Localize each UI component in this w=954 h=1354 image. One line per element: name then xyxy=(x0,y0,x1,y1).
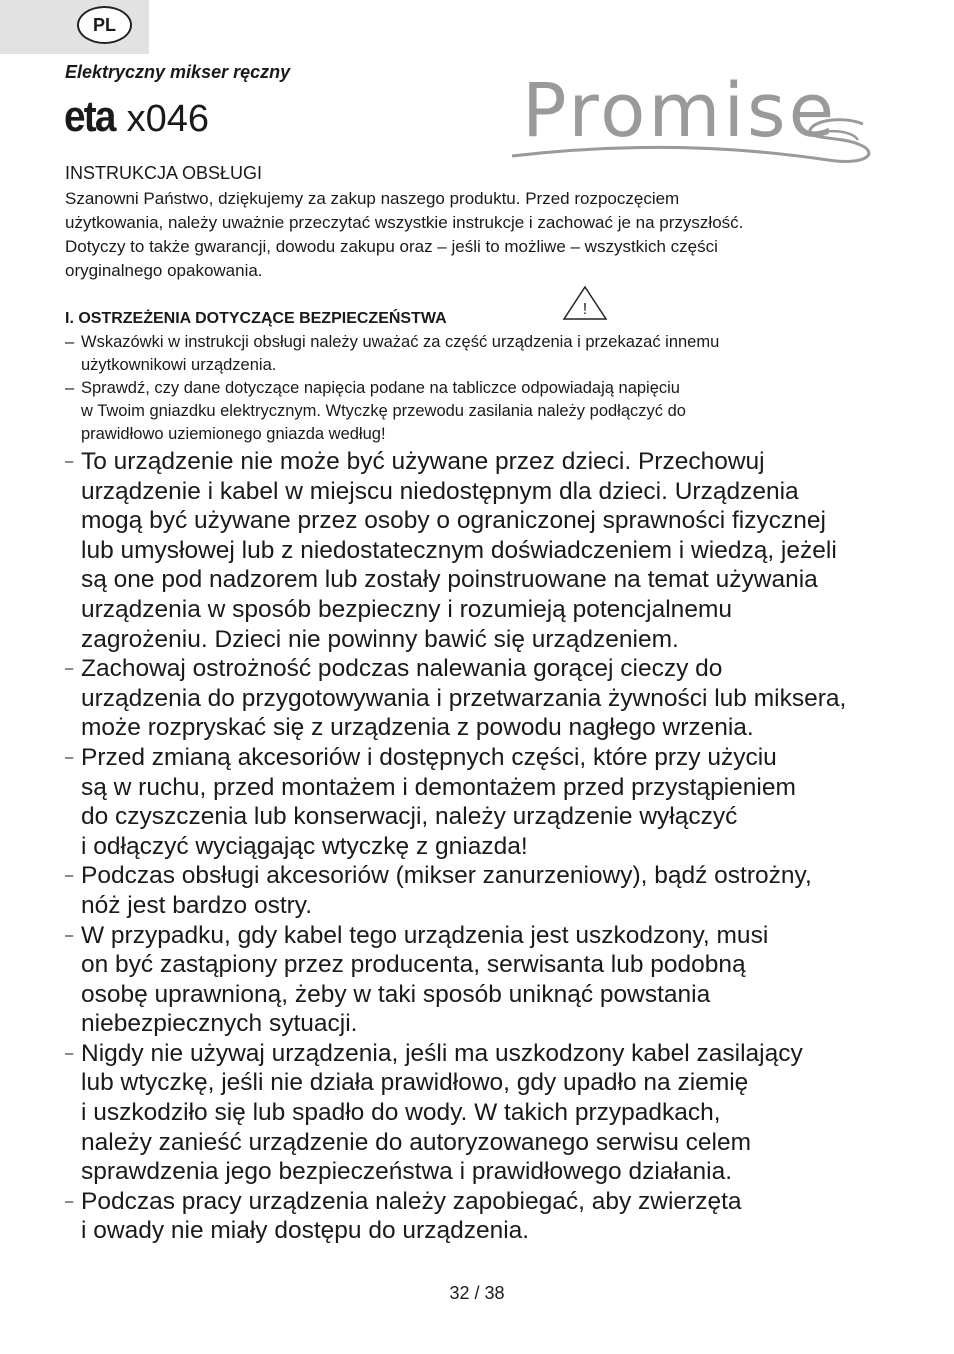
list-item xyxy=(65,921,846,1039)
intro-paragraph xyxy=(65,187,925,283)
bullet-dash: – xyxy=(65,1192,74,1210)
list-item-line: i odłączyć wyciągając wtyczkę z gniazda! xyxy=(81,832,528,860)
model-heading xyxy=(64,92,209,142)
list-item-line: Podczas obsługi akcesoriów (mikser zanurzeniowy), bądź ostrożny, xyxy=(81,862,812,890)
list-item xyxy=(65,377,719,446)
intro-line: Szanowni Państwo, dziękujemy za zakup naszego produktu. Przed rozpoczęciem xyxy=(65,189,680,208)
list-item-line: są one pod nadzorem lub zostały poinstruowane na temat używania xyxy=(81,566,818,594)
list-item xyxy=(65,1187,846,1246)
logo-wordmark: Promise xyxy=(522,68,838,154)
list-item-line: To urządzenie nie może być używane przez dzieci. Przechowuj xyxy=(81,448,765,475)
list-item xyxy=(65,861,846,920)
list-item-line: w Twoim gniazdku elektrycznym. Wtyczkę przewodu zasilania należy podłączyć do xyxy=(81,402,686,420)
list-item-line: może rozpryskać się z urządzenia z powodu nagłego wrzenia. xyxy=(81,714,754,742)
list-item-line: sprawdzenia jego bezpieczeństwa i prawidłowego działania. xyxy=(81,1158,732,1186)
svg-text:!: ! xyxy=(582,301,588,318)
list-item xyxy=(65,654,846,743)
intro-line: oryginalnego opakowania. xyxy=(65,261,263,280)
list-item-line: zagrożeniu. Dzieci nie powinny bawić się urządzeniem. xyxy=(81,625,679,653)
list-item-line: osobę uprawnioną, żeby w taki sposób uniknąć powstania xyxy=(81,980,711,1008)
list-item-line: Sprawdź, czy dane dotyczące napięcia podane na tabliczce odpowiadają napięciu xyxy=(81,379,680,397)
bullet-dash: – xyxy=(65,1044,74,1062)
list-item-line: mogą być używane przez osoby o ograniczonej sprawności fizycznej xyxy=(81,507,826,535)
large-warning-list xyxy=(65,447,846,1246)
list-item-line: W przypadku, gdy kabel tego urządzenia jest uszkodzony, musi xyxy=(81,921,769,949)
list-item-line: niebezpiecznych sytuacji. xyxy=(81,1010,358,1038)
bullet-dash: – xyxy=(65,926,74,944)
list-item-line: do czyszczenia lub konserwacji, należy urządzenie wyłączyć xyxy=(81,803,738,831)
list-item-line: Przed zmianą akcesoriów i dostępnych części, które przy użyciu xyxy=(81,743,777,771)
list-item xyxy=(65,743,846,861)
list-item-line: należy zanieść urządzenie do autoryzowanego serwisu celem xyxy=(81,1128,752,1156)
list-item-line: urządzenia w sposób bezpieczny i rozumieją potencjalnemu xyxy=(81,595,732,623)
product-name: Elektryczny mikser ręczny xyxy=(65,62,291,82)
list-item-line: Nigdy nie używaj urządzenia, jeśli ma uszkodzony kabel zasilający xyxy=(81,1039,803,1067)
list-item-line: i uszkodziło się lub spadło do wody. W takich przypadkach, xyxy=(81,1099,721,1127)
list-item xyxy=(65,447,846,654)
intro-line: Dotyczy to także gwarancji, dowodu zakupu oraz – jeśli to możliwe – wszystkich części xyxy=(65,237,718,256)
small-warning-list xyxy=(65,331,719,446)
bullet-dash: – xyxy=(65,660,74,678)
page-number: 32 / 38 xyxy=(449,1283,505,1303)
list-item-line: są w ruchu, przed montażem i demontażem przed przystąpieniem xyxy=(81,773,796,801)
bullet-dash: – xyxy=(65,748,74,766)
list-item-line: lub umysłowej lub z niedostatecznym doświadczeniem i wiedzą, jeżeli xyxy=(81,536,837,564)
list-item-line: urządzenia do przygotowywania i przetwarzania żywności lub miksera, xyxy=(81,684,847,712)
bullet-dash: – xyxy=(65,867,74,885)
list-item-line: prawidłowo uziemionego gniazda według! xyxy=(81,425,386,443)
list-item xyxy=(65,331,719,377)
language-badge: PL xyxy=(77,6,132,44)
warning-triangle-icon xyxy=(562,285,608,321)
model-number: x046 xyxy=(126,98,209,140)
promise-logo xyxy=(508,70,878,170)
warnings-heading: I. OSTRZEŻENIA DOTYCZĄCE BEZPIECZEŃSTWA xyxy=(65,310,447,327)
list-item-line: urządzenie i kabel w miejscu niedostępnym dla dzieci. Urządzenia xyxy=(81,477,799,505)
list-item-line: nóż jest bardzo ostry. xyxy=(81,891,313,919)
intro-line: użytkowania, należy uważnie przeczytać wszystkie instrukcje i zachować je na przyszłość. xyxy=(65,213,744,232)
bullet-dash: – xyxy=(65,333,75,351)
list-item-line: Podczas pracy urządzenia należy zapobiegać, aby zwierzęta xyxy=(81,1187,742,1215)
bullet-dash: – xyxy=(65,379,75,397)
list-item-line: Wskazówki w instrukcji obsługi należy uważać za część urządzenia i przekazać innemu xyxy=(81,333,720,351)
list-item-line: lub wtyczkę, jeśli nie działa prawidłowo, gdy upadło na ziemię xyxy=(81,1069,749,1097)
section-title: INSTRUKCJA OBSŁUGI xyxy=(65,163,263,183)
list-item xyxy=(65,1039,846,1187)
list-item-line: Zachowaj ostrożność podczas nalewania gorącej cieczy do xyxy=(81,655,723,683)
list-item-line: on być zastąpiony przez producenta, serwisanta lub podobną xyxy=(81,951,746,979)
language-tab xyxy=(0,0,149,54)
bullet-dash: – xyxy=(65,453,74,470)
brand-logo: eta xyxy=(64,92,115,141)
list-item-line: i owady nie miały dostępu do urządzenia. xyxy=(81,1217,530,1245)
list-item-line: użytkownikowi urządzenia. xyxy=(81,356,277,374)
